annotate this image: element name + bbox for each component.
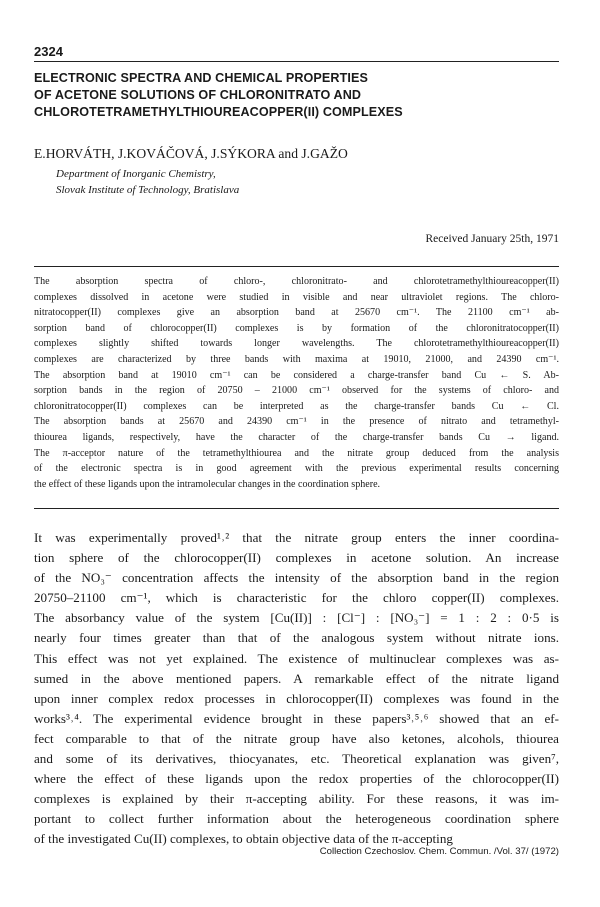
title-line: CHLOROTETRAMETHYLTHIOUREACOPPER(II) COMPLEXES (34, 105, 403, 119)
abstract-line: The π-acceptor nature of the tetramethylthiourea and the nitrate group deduced from the analysis (34, 447, 559, 459)
body-line: sumed in the above mentioned papers. A remarkable effect of the nitrate ligand (34, 670, 559, 686)
page-number: 2324 (34, 44, 63, 59)
affiliation-line: Slovak Institute of Technology, Bratislava (56, 184, 240, 196)
abstract-line: chloronitratocopper(II) complexes can be interpreted as the charge-transfer bands Cu ← Cl. (34, 400, 559, 412)
article-title (34, 70, 559, 121)
abstract-line: complexes slightly shifted towards longer wavelengths. The chlorotetramethylthioureacopper(II) (34, 338, 559, 350)
body-text (34, 528, 559, 850)
abstract-line: complexes dissolved in acetone were studied in visible and near ultraviolet regions. The chloro- (34, 291, 559, 303)
body-line: 20750–21100 cm⁻¹, which is characteristic for the chloro copper(II) complexes. (34, 590, 559, 606)
body-line: of the investigated Cu(II) complexes, to obtain objective data of the π-accepting (34, 831, 453, 847)
abstract-bottom-rule (34, 508, 559, 509)
abstract (34, 274, 559, 492)
abstract-line: sorption band of chlorocopper(II) complexes is by formation of the chloronitratocopper(II) (34, 322, 559, 334)
author-list: E.HORVÁTH, J.KOVÁČOVÁ, J.SÝKORA and J.GAŽO (34, 146, 348, 161)
abstract-line: of the electronic spectra is in good agreement with the previous experimental results concerning (34, 463, 559, 475)
body-line: of the NO₃⁻ concentration affects the intensity of the absorption band in the region (34, 570, 559, 586)
abstract-top-rule (34, 266, 559, 267)
title-line: ELECTRONIC SPECTRA AND CHEMICAL PROPERTIES (34, 71, 368, 85)
body-line: and some of its derivatives, thiocyanates, etc. Theoretical explanation was given⁷, (34, 751, 559, 767)
body-line: tion sphere of the chlorocopper(II) complexes in acetone solution. An increase (34, 550, 559, 566)
received-date: Received January 25th, 1971 (425, 233, 559, 245)
abstract-line: The absorption spectra of chloro-, chloronitrato- and chlorotetramethylthioureacopper(II) (34, 276, 559, 287)
abstract-line: the effect of these ligands upon the intramolecular changes in the coordination sphere. (34, 478, 381, 490)
title-line: OF ACETONE SOLUTIONS OF CHLORONITRATO AND (34, 88, 362, 102)
footer-citation: Collection Czechoslov. Chem. Commun. /Vol. 37/ (1972) (319, 846, 559, 857)
header-rule (34, 61, 559, 62)
body-line: fect comparable to that of the nitrate group have also ketones, alcohols, thiourea (34, 730, 559, 746)
body-line: It was experimentally proved¹˒² that the nitrate group enters the inner coordina- (34, 530, 559, 545)
abstract-line: nitratocopper(II) complexes give an absorption band at 25670 cm⁻¹. The 21100 cm⁻¹ ab- (34, 307, 559, 319)
abstract-line: sorption bands in the region of 20750 – 21000 cm⁻¹ observed for the systems of chloro- and (34, 385, 559, 397)
body-line: upon inner complex redox processes in chlorocopper(II) complexes was found in the (34, 690, 559, 706)
body-line: works³˒⁴. The experimental evidence brought in these papers³˒⁵˒⁶ showed that an ef- (34, 710, 559, 726)
abstract-line: The absorption bands at 25670 and 24390 cm⁻¹ in the presence of nitrato and tetramethyl- (34, 416, 559, 428)
body-line: This effect was not yet explained. The existence of multinuclear complexes was as- (34, 650, 559, 666)
body-line: portant to collect further information about the heterogeneous coordination sphere (34, 811, 559, 827)
abstract-line: thiourea ligands, respectively, have the character of the charge-transfer bands Cu → ligand. (34, 431, 559, 443)
body-line: where the effect of these ligands upon the redox properties of the chlorocopper(II) (34, 771, 559, 787)
affiliation-line: Department of Inorganic Chemistry, (56, 168, 216, 180)
affiliation (56, 166, 239, 198)
body-line: nearly four times greater than that of the analogous system without nitrate ions. (34, 630, 559, 646)
abstract-line: complexes are characterized by three bands with maxima at 19010, 21000, and 24390 cm⁻¹. (34, 353, 559, 365)
abstract-line: The absorption band at 19010 cm⁻¹ can be considered a charge-transfer band Cu ← S. Ab- (34, 369, 559, 381)
body-line: complexes is explained by their π-accepting ability. For these reasons, it was im- (34, 791, 559, 807)
body-line: The absorbancy value of the system [Cu(II)] : [Cl⁻] : [NO₃⁻] = 1 : 2 : 0·5 is (34, 610, 559, 626)
